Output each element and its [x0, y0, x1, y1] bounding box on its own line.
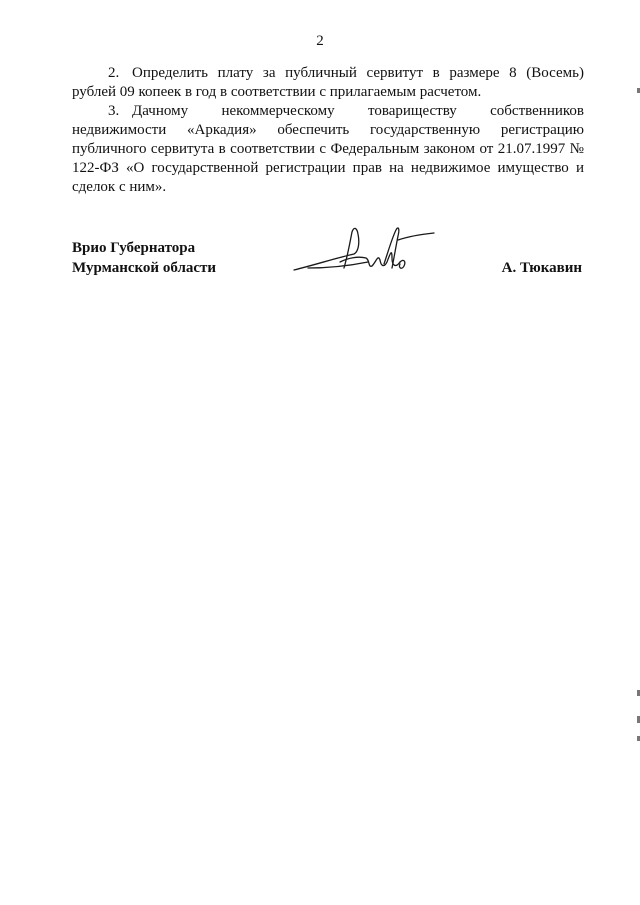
- paragraph-2: [72, 64, 584, 102]
- signatory-position: [72, 238, 216, 278]
- signatory-position-line1: Врио Губернатора: [72, 240, 196, 256]
- handwritten-signature: [288, 218, 438, 280]
- paragraph-3-number: 3.: [108, 103, 120, 119]
- paragraph-2-text: Определить плату за публичный сервитут в размере 8 (Восемь) рублей 09 копеек в год в соответствии с прилагаемым расчетом.: [72, 65, 584, 100]
- signatory-name: А. Тюкавин: [501, 260, 582, 276]
- signatory-position-line2: Мурманской области: [72, 260, 217, 276]
- page-number: 2: [316, 33, 324, 49]
- paragraph-3-text: Дачному некоммерческому товариществу собственников недвижимости «Аркадия» обеспечить государственную регистрацию публичного сервитута в соответствии с Федеральным законом от 21.07.1997 № 122-ФЗ «О государственной регистрации прав на недвижимое имущество и сделок с ним».: [72, 103, 584, 195]
- paragraph-3: [72, 102, 584, 197]
- paragraph-2-number: 2.: [108, 65, 120, 81]
